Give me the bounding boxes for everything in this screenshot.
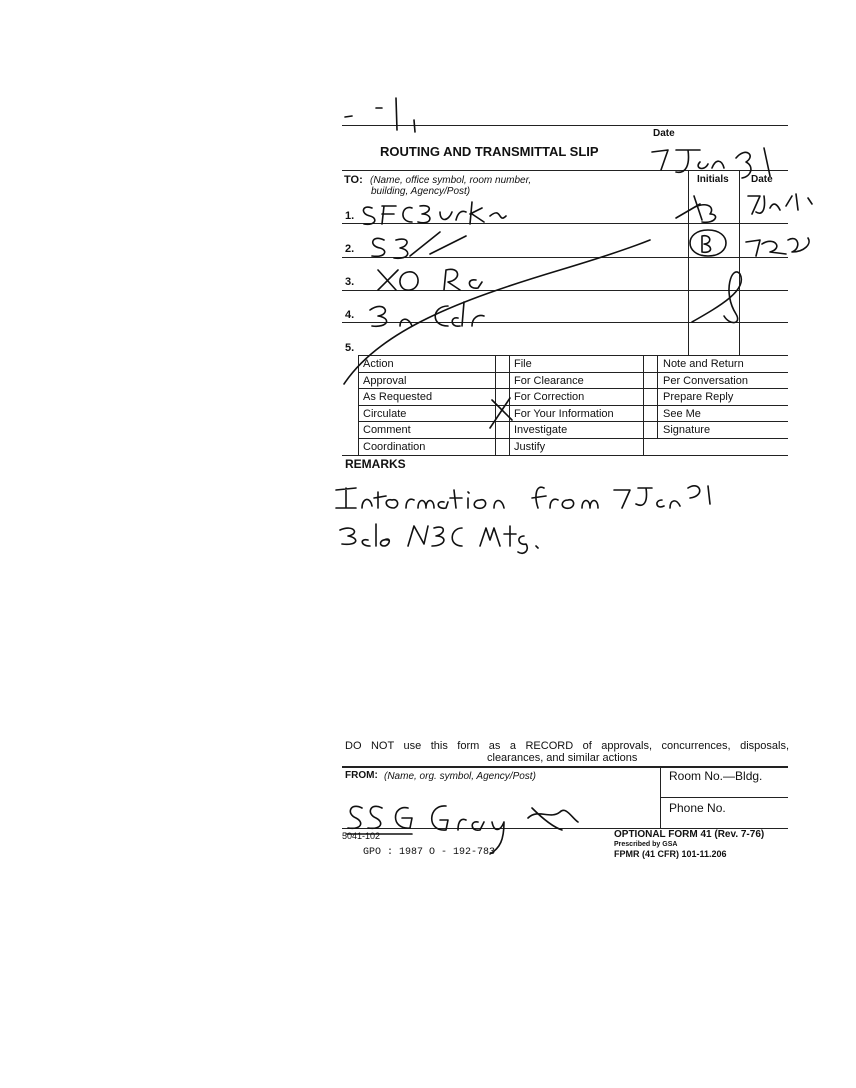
notice-line-1: DO NOT use this form as a RECORD of approvals, concurrences, disposals, bbox=[345, 740, 789, 752]
action-item: Investigate bbox=[514, 424, 568, 436]
to-hint-2: building, Agency/Post) bbox=[371, 186, 471, 197]
handwritten-row1 bbox=[363, 202, 506, 224]
row-5-number: 5. bbox=[345, 342, 355, 354]
action-item: Signature bbox=[663, 424, 711, 436]
handwritten-remarks-1 bbox=[336, 486, 710, 508]
handwritten-row2 bbox=[372, 232, 466, 258]
date-col-label: Date bbox=[751, 174, 773, 185]
handwritten-signature bbox=[346, 806, 578, 854]
row-3-number: 3. bbox=[345, 276, 355, 288]
fpmr-text: FPMR (41 CFR) 101-11.206 bbox=[614, 849, 727, 859]
action-item: Circulate bbox=[363, 408, 407, 420]
handwritten-initials-4 bbox=[692, 272, 741, 323]
gpo-text: GPO : 1987 O - 192-783 bbox=[363, 847, 496, 858]
row-4-number: 4. bbox=[345, 309, 355, 321]
room-label: Room No.—Bldg. bbox=[669, 769, 763, 783]
action-item: Coordination bbox=[363, 441, 426, 453]
to-label: TO: bbox=[344, 174, 363, 186]
handwritten-row3 bbox=[378, 269, 482, 290]
optional-form: OPTIONAL FORM 41 (Rev. 7-76) bbox=[614, 829, 765, 840]
action-item: For Your Information bbox=[514, 408, 614, 420]
handwritten-diagonal bbox=[344, 240, 650, 384]
action-item: For Clearance bbox=[514, 375, 584, 387]
action-item: For Correction bbox=[514, 391, 585, 403]
form-number: 5041-102 bbox=[342, 831, 381, 841]
form-title: ROUTING AND TRANSMITTAL SLIP bbox=[380, 144, 599, 159]
stray-marks bbox=[345, 98, 415, 132]
row-2-number: 2. bbox=[345, 243, 355, 255]
action-item: See Me bbox=[663, 408, 701, 420]
action-item: Comment bbox=[363, 424, 411, 436]
handwritten-initials-1 bbox=[676, 196, 716, 222]
handwritten-check bbox=[490, 398, 512, 428]
action-item: As Requested bbox=[363, 391, 433, 403]
action-item: File bbox=[514, 358, 532, 370]
from-label: FROM: bbox=[345, 770, 378, 781]
remarks-label: REMARKS bbox=[345, 457, 406, 471]
action-item: Action bbox=[363, 358, 394, 370]
handwritten-initials-2 bbox=[690, 230, 726, 256]
action-item: Note and Return bbox=[663, 358, 744, 370]
handwritten-remarks-2 bbox=[340, 524, 538, 553]
action-item: Per Conversation bbox=[663, 375, 748, 387]
action-item: Justify bbox=[514, 441, 546, 453]
handwritten-date-2 bbox=[746, 238, 809, 256]
initials-label: Initials bbox=[697, 174, 729, 185]
date-label: Date bbox=[653, 128, 675, 139]
action-item: Approval bbox=[363, 375, 407, 387]
prescribed-text: Prescribed by GSA bbox=[614, 841, 678, 848]
handwritten-date-1 bbox=[748, 194, 812, 214]
from-hint: (Name, org. symbol, Agency/Post) bbox=[384, 771, 536, 782]
notice-line-2: clearances, and similar actions bbox=[487, 752, 638, 764]
handwritten-row4 bbox=[370, 302, 484, 326]
handwritten-date-top bbox=[652, 148, 770, 178]
row-1-number: 1. bbox=[345, 210, 355, 222]
phone-label: Phone No. bbox=[669, 801, 726, 815]
to-hint-1: (Name, office symbol, room number, bbox=[370, 175, 532, 186]
action-item: Prepare Reply bbox=[663, 391, 734, 403]
